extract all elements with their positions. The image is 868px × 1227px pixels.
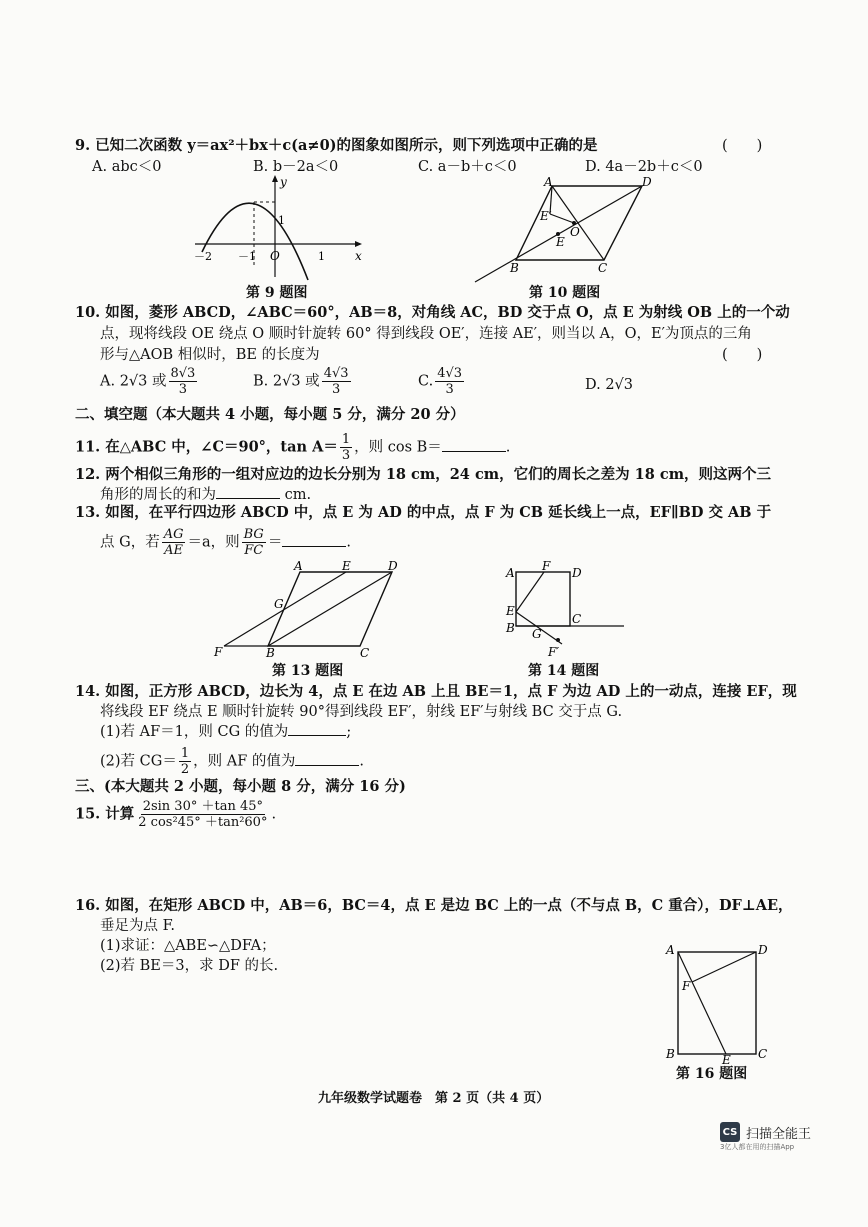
q14-label-c: C: [572, 612, 582, 626]
q13-parallelogram-figure: [210, 560, 410, 660]
q13-label-e: E: [342, 560, 351, 573]
q9-label-one-x: 1: [318, 250, 325, 263]
q9-label-neg1: －1: [238, 250, 256, 263]
q14-figure-caption: 第 14 题图: [528, 663, 600, 679]
q16-label-a: A: [666, 943, 675, 957]
q12-line-1: 12. 两个相似三角形的一组对应边的边长分别为 18 cm，24 cm，它们的周长之差为 18 cm，则这两个三: [75, 466, 772, 483]
q13-line-1: 13. 如图，在平行四边形 ABCD 中，点 E 为 AD 的中点，点 F 为 CB 延长线上一点，EF∥BD 交 AB 于: [75, 504, 772, 521]
q9-figure-caption: 第 9 题图: [246, 285, 308, 301]
q9-stem: 9. 已知二次函数 y＝ax²＋bx＋c(a≠0)的图象如图所示，则下列选项中正确的是: [75, 137, 598, 154]
q9-option-c: C. a－b＋c＜0: [418, 159, 517, 175]
scanner-app-name: 扫描全能王: [746, 1126, 812, 1142]
q13-label-g: G: [274, 597, 284, 611]
q14-label-e: E: [506, 604, 515, 618]
q10-label-o: O: [570, 225, 580, 239]
q13-label-c: C: [360, 646, 370, 660]
q14-line-1: 14. 如图，正方形 ABCD，边长为 4，点 E 在边 AB 上且 BE＝1，点 F 为边 AD 上的一动点，连接 EF，现: [75, 683, 797, 700]
q10-label-b: B: [510, 261, 519, 275]
q13-label-d: D: [388, 560, 398, 573]
q10-label-e: E: [556, 235, 565, 249]
q16-label-e: E: [722, 1053, 731, 1065]
q9-parabola-figure: [190, 172, 370, 282]
q14-label-b: B: [506, 621, 515, 635]
q10-label-d: D: [642, 175, 652, 189]
q10-label-c: C: [598, 261, 608, 275]
q14-label-f: F: [542, 560, 551, 573]
q10-option-c: C. $\frac{4√3}{3}$: [418, 366, 463, 397]
q13-figure-caption: 第 13 题图: [272, 663, 344, 679]
scanner-watermark: [720, 1122, 811, 1152]
q14-sub-2: (2)若 CG＝ $\frac{1}{2}$ ，则 AF 的值为 .: [100, 746, 364, 777]
q12-line-2: 角形的周长的和为 cm.: [100, 487, 312, 503]
q10-line-2: 点，现将线段 OE 绕点 O 顺时针旋转 60° 得到线段 OE′，连接 AE′，则当以 A，O，E′为顶点的三角: [100, 326, 752, 342]
q9-label-neg2: －2: [194, 250, 212, 263]
q14-sub-1: (1)若 AF＝1，则 CG 的值为 ;: [100, 724, 352, 740]
q11: 11. 在△ABC 中，∠C＝90°，tan A＝ $\frac{1}{3}$ ，则 cos B＝ .: [75, 432, 511, 463]
q9-label-x: x: [355, 249, 362, 263]
q10-rhombus-figure: [470, 174, 690, 284]
q16-label-d: D: [758, 943, 768, 957]
q10-figure-caption: 第 10 题图: [529, 285, 601, 301]
q10-option-b: B. 2√3 或 $\frac{4√3}{3}$: [253, 366, 349, 397]
q16-rectangle-figure: [662, 940, 772, 1065]
q10-line-1: 10. 如图，菱形 ABCD，∠ABC＝60°，AB＝8，对角线 AC，BD 交于点 O，点 E 为射线 OB 上的一个动: [75, 304, 790, 321]
q13-label-b: B: [266, 646, 275, 660]
q13-line-2: 点 G，若 $\frac{AG}{AE}$ ＝a，则 $\frac{BG}{FC}$ ＝ .: [100, 527, 351, 558]
q14-label-d: D: [572, 566, 582, 580]
q16-label-f: F: [682, 979, 691, 993]
q16-sub-2: (2)若 BE＝3，求 DF 的长.: [100, 958, 279, 974]
q10-option-d: D. 2√3: [585, 377, 634, 393]
q16-line-2: 垂足为点 F.: [100, 918, 176, 934]
q14-square-figure: [500, 560, 630, 660]
q9-label-origin: O: [270, 249, 280, 263]
q14-label-g: G: [532, 627, 542, 641]
q9-option-b: B. b－2a＜0: [253, 159, 339, 175]
q16-figure-caption: 第 16 题图: [676, 1066, 748, 1082]
q10-label-e-prime: E′: [540, 209, 552, 223]
q9-option-d: D. 4a－2b＋c＜0: [585, 159, 703, 175]
scanner-tagline: 3亿人都在用的扫描App: [720, 1143, 795, 1151]
q9-label-one-y: 1: [278, 214, 285, 227]
q14-label-a: A: [506, 566, 515, 580]
q14-label-f-prime: F′: [548, 645, 560, 659]
q10-option-a: A. 2√3 或 $\frac{8√3}{3}$: [100, 366, 196, 397]
q16-label-c: C: [758, 1047, 768, 1061]
q16-label-b: B: [666, 1047, 675, 1061]
q9-paren: ( ): [722, 138, 763, 154]
q10-line-3: 形与△AOB 相似时，BE 的长度为: [100, 347, 320, 363]
q9-label-y: y: [280, 175, 287, 189]
page-footer: 九年级数学试题卷 第 2 页（共 4 页）: [318, 1091, 550, 1106]
section-3-heading: 三、(本大题共 2 小题，每小题 8 分，满分 16 分): [75, 778, 406, 795]
q16-line-1: 16. 如图，在矩形 ABCD 中，AB＝6，BC＝4，点 E 是边 BC 上的一点（不与点 B，C 重合），DF⊥AE，: [75, 897, 793, 914]
q16-sub-1: (1)求证：△ABE∽△DFA；: [100, 938, 276, 954]
section-2-heading: 二、填空题（本大题共 4 小题，每小题 5 分，满分 20 分）: [75, 406, 465, 423]
q14-line-2: 将线段 EF 绕点 E 顺时针旋转 90°得到线段 EF′，射线 EF′与射线 BC 交于点 G.: [100, 704, 623, 720]
q10-label-a: A: [544, 175, 553, 189]
q10-paren: ( ): [722, 347, 763, 363]
q15: 15. 计算 $\frac{2\sin 30^\circ +\tan 45^\circ}{\text{2 cos²45° ＋tan²60°}}$ .: [75, 799, 277, 830]
scanner-logo-icon: CS: [720, 1122, 740, 1142]
q13-label-f: F: [214, 645, 223, 659]
q9-option-a: A. abc＜0: [92, 159, 162, 175]
q13-label-a: A: [294, 560, 303, 573]
